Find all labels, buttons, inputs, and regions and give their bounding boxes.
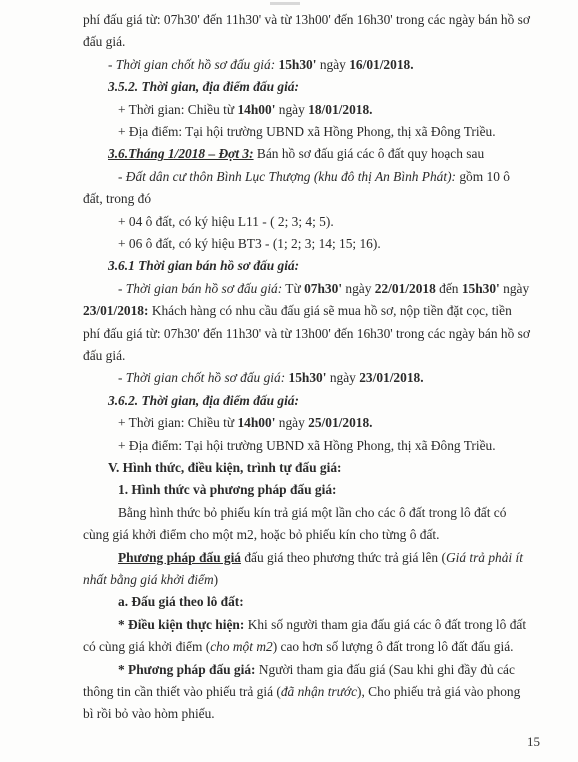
text-segment: ): [213, 572, 219, 587]
text-segment: 23/01/2018:: [83, 303, 149, 319]
text-line: [0, 706, 578, 722]
text-line: [0, 214, 578, 230]
text-segment: ngày: [316, 56, 350, 72]
text-segment: * Phương pháp đấu giá:: [118, 661, 256, 677]
text-segment: phí đấu giá từ: 07h30' đến 11h30' và từ 13h00' đến 16h30' trong các ngày bán hồ sơ: [83, 325, 530, 341]
text-line: [0, 617, 578, 633]
text-segment: Người tham gia đấu giá (Sau khi ghi đầy đủ các: [255, 661, 515, 677]
text-segment: gồm 10 ô: [456, 168, 510, 184]
text-segment: 25/01/2018.: [308, 415, 373, 431]
text-segment: 15h30': [288, 370, 327, 386]
text-line: [0, 438, 578, 454]
text-line: [0, 79, 578, 95]
text-line: [0, 303, 578, 319]
text-segment: Giá trả phải ít: [445, 549, 523, 565]
text-segment: Bằng hình thức bỏ phiếu kín trả giá một lần cho các ô đất trong lô đất có: [118, 504, 507, 520]
text-line: [0, 527, 578, 543]
text-line: [0, 12, 578, 28]
text-segment: - Thời gian chốt hồ sơ đấu giá:: [108, 56, 279, 72]
text-segment: + Thời gian: Chiều từ: [118, 415, 238, 431]
text-segment: * Điều kiện thực hiện:: [118, 616, 245, 632]
text-line: [0, 34, 578, 50]
text-segment: ) cao hơn số lượng ô đất trong lô đất đấu giá.: [272, 639, 514, 655]
text-line: [0, 415, 578, 431]
text-segment: Khách hàng có nhu cầu đấu giá sẽ mua hồ sơ, nộp tiền đặt cọc, tiền: [148, 303, 512, 319]
text-segment: - Thời gian chốt hồ sơ đấu giá:: [118, 370, 289, 386]
text-line: [0, 102, 578, 118]
text-line: [0, 594, 578, 610]
text-line: [0, 146, 578, 162]
text-segment: ngày: [342, 280, 375, 296]
text-segment: cho một m2: [210, 639, 273, 655]
text-line: [0, 550, 578, 566]
text-line: [0, 662, 578, 678]
text-segment: 3.6.Tháng 1/2018 – Đợt 3:: [108, 146, 254, 162]
text-segment: cùng giá khởi điểm cho một m2, hoặc bỏ phiếu kín cho từng ô đất.: [83, 527, 440, 543]
text-segment: 15h30': [278, 56, 317, 72]
text-line: [0, 505, 578, 521]
text-segment: Từ: [282, 280, 305, 296]
text-segment: + Địa điểm: Tại hội trường UBND xã Hồng Phong, thị xã Đông Triều.: [118, 124, 496, 139]
text-segment: bì rồi bỏ vào hòm phiếu.: [83, 706, 215, 722]
text-segment: phí đấu giá từ: 07h30' đến 11h30' và từ 13h00' đến 16h30' trong các ngày bán hồ sơ: [83, 12, 530, 27]
text-segment: đấu giá.: [83, 34, 126, 50]
text-segment: - Thời gian bán hồ sơ đấu giá:: [118, 280, 283, 296]
text-segment: 22/01/2018: [374, 280, 436, 296]
text-line: [0, 370, 578, 386]
text-line: [0, 572, 578, 588]
text-line: [0, 236, 578, 252]
text-segment: ngày: [275, 415, 309, 431]
text-segment: đã nhận trước: [280, 684, 358, 699]
text-segment: 23/01/2018.: [359, 370, 424, 386]
text-segment: thông tin cần thiết vào phiếu trả giá (: [83, 684, 281, 699]
text-segment: 16/01/2018.: [349, 56, 414, 72]
text-segment: + 04 ô đất, có ký hiệu L11 - ( 2; 3; 4; 5).: [118, 213, 334, 229]
text-line: [0, 393, 578, 409]
text-segment: ngày: [326, 370, 360, 386]
text-segment: ngày: [275, 101, 309, 117]
text-line: [0, 684, 578, 700]
text-segment: 1. Hình thức và phương pháp đấu giá:: [118, 482, 337, 498]
text-segment: đấu giá theo phương thức trả giá lên (: [241, 549, 446, 565]
text-segment: đấu giá.: [83, 348, 126, 363]
text-segment: nhất bằng giá khởi điểm: [83, 572, 214, 587]
scan-mark: [270, 2, 300, 5]
text-segment: ngày: [499, 280, 530, 296]
text-segment: 18/01/2018.: [308, 101, 373, 117]
text-segment: V. Hình thức, điều kiện, trình tự đấu giá:: [108, 460, 342, 475]
text-segment: + Thời gian: Chiều từ: [118, 101, 238, 117]
text-line: [0, 348, 578, 364]
text-segment: 14h00': [237, 415, 276, 431]
page-number: 15: [527, 734, 540, 749]
text-segment: a. Đấu giá theo lô đất:: [118, 594, 244, 610]
text-segment: 3.6.1 Thời gian bán hồ sơ đấu giá:: [108, 258, 300, 274]
text-segment: Bán hồ sơ đấu giá các ô đất quy hoạch sau: [253, 146, 485, 162]
text-line: [0, 482, 578, 498]
text-segment: đến: [435, 280, 462, 296]
text-line: [0, 326, 578, 342]
text-segment: 3.6.2. Thời gian, địa điểm đấu giá:: [108, 392, 299, 408]
text-line: [0, 124, 578, 140]
text-segment: 15h30': [461, 280, 500, 296]
text-line: [0, 191, 578, 207]
text-segment: 14h00': [237, 101, 276, 117]
text-segment: Khi số người tham gia đấu giá các ô đất trong lô đất: [244, 616, 527, 632]
text-line: [0, 57, 578, 73]
text-line: [0, 639, 578, 655]
text-line: [0, 281, 578, 297]
text-segment: + 06 ô đất, có ký hiệu BT3 - (1; 2; 3; 14; 15; 16).: [118, 236, 381, 251]
text-segment: đất, trong đó: [83, 191, 152, 207]
text-line: [0, 258, 578, 274]
text-line: [0, 460, 578, 476]
text-segment: ), Cho phiếu trả giá vào phong: [357, 684, 521, 699]
text-segment: 3.5.2. Thời gian, địa điểm đấu giá:: [108, 79, 299, 95]
text-segment: + Địa điểm: Tại hội trường UBND xã Hồng Phong, thị xã Đông Triều.: [118, 437, 496, 453]
text-segment: có cùng giá khởi điểm (: [83, 639, 211, 655]
text-line: [0, 169, 578, 185]
text-segment: - Đất dân cư thôn Bình Lục Thượng (khu đô thị An Bình Phát):: [118, 168, 457, 184]
text-segment: 07h30': [304, 280, 343, 296]
text-segment: Phương pháp đấu giá: [118, 549, 242, 565]
